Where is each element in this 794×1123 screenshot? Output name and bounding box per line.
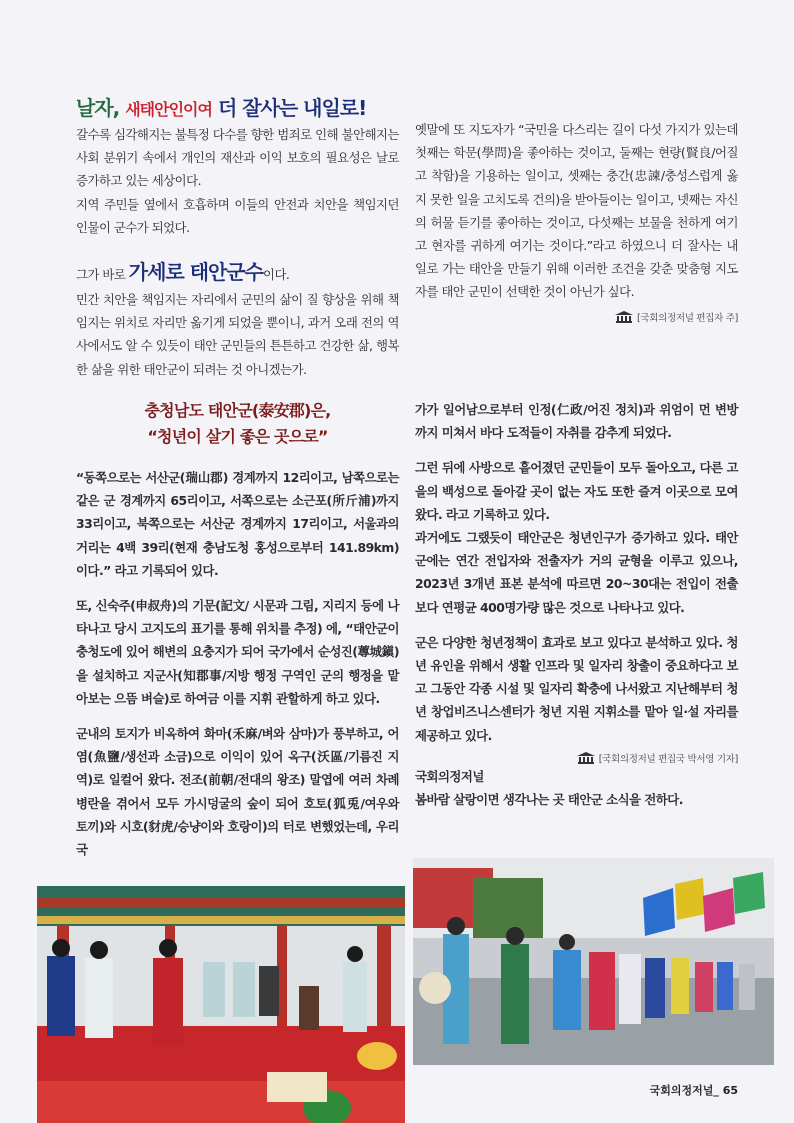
subheadline xyxy=(76,259,399,288)
page-number: 65 xyxy=(722,1084,738,1097)
bottom-left-paragraph-1: “동쪽으로는 서산군(瑞山郡) 경계까지 12리이고, 남쪽으로는 같은 군 경계까지 65리이고, 서쪽으로는 소근포(所斤浦)까지 33리이고, 북쪽으로는 서산군 경계까지 17리이고, 서울과의 거리는 4백 39리(현재 충남도청 홍성으로부터 141.89km)이다.” 라고 기록되어 있다. xyxy=(76,470,399,578)
bottom-right-paragraph-3: 과거에도 그랬듯이 태안군은 청년인구가 증가하고 있다. 태안군에는 연간 전입자와 전출자가 거의 균형을 이루고 있으나, 2023년 3개년 표본 분석에 따르면 20~30대는 전입이 전출보다 연평균 400명가량 많은 것으로 나타나고 있다. xyxy=(415,530,738,615)
subheadline-prefix: 그가 바로 xyxy=(76,267,126,283)
bottom-right-paragraph-1: 가가 일어남으로부터 인정(仁政/어진 정치)과 위엄이 먼 변방까지 미쳐서 바다 도적들이 자취를 감추게 되었다. xyxy=(415,402,738,441)
building-icon xyxy=(615,311,633,323)
top-left-column xyxy=(76,95,399,381)
editor-credit xyxy=(415,310,738,324)
footer-magazine: 국회의정저널_ xyxy=(649,1084,719,1097)
publication-name: 국회의정저널 xyxy=(415,768,484,784)
building-icon xyxy=(577,752,595,764)
headline xyxy=(76,95,399,123)
bottom-left-paragraph-2: 또, 신숙주(申叔舟)의 기문(記文/ 시문과 그림, 지리지 등에 나타나고 당시 고지도의 표기를 통해 위치를 추정) 에, “태안군이 충청도에 있어 해변의 요충지가 되어 국가에서 순성진(蓴城鎭)을 설치하고 지군사(知郡事/지방 행정 구역인 군의 행정을 맡아보는 으뜸 벼슬)로 하여금 이를 지휘 관할하게 하고 있다. xyxy=(76,598,399,706)
parade-photo xyxy=(413,858,774,1065)
bottom-right-paragraph-2: 그런 뒤에 사방으로 흩어졌던 군민들이 모두 돌아오고, 다른 고을의 백성으로 돌아갈 곳이 없는 자도 또한 즐겨 이곳으로 모여왔다. 라고 기록하고 있다. xyxy=(415,460,738,522)
subheadline-suffix: 이다. xyxy=(262,267,290,283)
page-footer xyxy=(650,1082,738,1098)
headline-part3: 더 잘사는 내일로! xyxy=(217,96,367,120)
top-right-column xyxy=(415,118,738,324)
editor-credit-text: [국회의정저널 편집자 주] xyxy=(636,312,738,324)
bottom-left-column xyxy=(76,398,399,861)
publication-tagline: 봄바람 살랑이면 생각나는 곳 태안군 소식을 전하다. xyxy=(415,791,683,807)
ceremony-photo xyxy=(37,886,405,1123)
top-right-paragraph: 옛말에 또 지도자가 “국민을 다스리는 길이 다섯 가지가 있는데 첫째는 학문(學問)을 좋아하는 것이고, 둘째는 현량(賢良/어질고 착함)을 기용하는 일이고, 셋째는 충간(忠諫/충성스럽게 옳지 못한 일을 고치도록 건의)을 받아들이는 일이고, 넷째는 자신의 허물 듣기를 좋아하는 것이고, 다섯째는 보물을 천하게 여기고 현자를 귀하게 여기는 것이다.”라고 하였으니 더 잘사는 내일로 가는 태안을 만들기 위해 이러한 조건을 갖춘 맞춤형 지도자를 태안 군민이 선택한 것이 아닌가 싶다. xyxy=(415,122,738,300)
top-paragraph-1: 갈수록 심각해지는 불특정 다수를 향한 범죄로 인해 불안해지는 사회 분위기 속에서 개인의 재산과 이익 보호의 필요성은 날로 증가하고 있는 세상이다. xyxy=(76,127,399,189)
headline-part2: 새태안인이여 xyxy=(125,100,212,119)
bottom-right-paragraph-4: 군은 다양한 청년정책이 효과로 보고 있다고 분석하고 있다. 청년 유인을 위해서 생활 인프라 및 일자리 창출이 중요하다고 보고 그동안 각종 시설 및 일자리 확충에 나서왔고 지난해부터 청년 창업비즈니스센터가 청년 지원 지휘소를 맡아 일·설 자리를 제공하고 있다. xyxy=(415,634,738,743)
section-title-line1: 충청남도 태안군(泰安郡)은, xyxy=(144,401,331,420)
reporter-credit-text: [국회의정저널 편집국 박서영 기자] xyxy=(598,753,738,765)
bottom-right-column xyxy=(415,398,738,811)
parade-photo-illustration xyxy=(413,858,774,1065)
reporter-credit xyxy=(415,751,738,765)
ceremony-photo-illustration xyxy=(37,886,405,1123)
top-paragraph-3: 민간 치안을 책임지는 자리에서 군민의 삶이 질 향상을 위해 책임지는 위치로 자리만 옮기게 되었을 뿐이니, 과거 오래 전의 역사에서도 알 수 있듯이 태안 군민들의 튼튼하고 건강한 삶, 행복한 삶을 위한 태안군이 되려는 것 아니겠는가. xyxy=(76,292,399,377)
headline-part1: 날자, xyxy=(76,96,120,120)
bottom-left-paragraph-3: 군내의 토지가 비옥하여 화마(禾麻/벼와 삼마)가 풍부하고, 어염(魚鹽/생선과 소금)으로 이익이 있어 옥구(沃區/기름진 지역)로 일컬어 왔다. 전조(前朝/전대의 왕조) 말엽에 여러 차례 병란을 겪어서 모두 가시덩굴의 숲이 되어 호토(狐兎/여우와 토끼)와 시호(豺虎/승냥이와 호랑이)의 터로 변했었는데, 우리 국 xyxy=(76,726,399,858)
section-title-line2: “청년이 살기 좋은 곳으로” xyxy=(147,427,328,446)
subheadline-name: 가세로 태안군수 xyxy=(128,260,263,285)
top-paragraph-2: 지역 주민들 옆에서 호흡하며 이들의 안전과 치안을 책임지던 인물이 군수가 되었다. xyxy=(76,196,399,235)
